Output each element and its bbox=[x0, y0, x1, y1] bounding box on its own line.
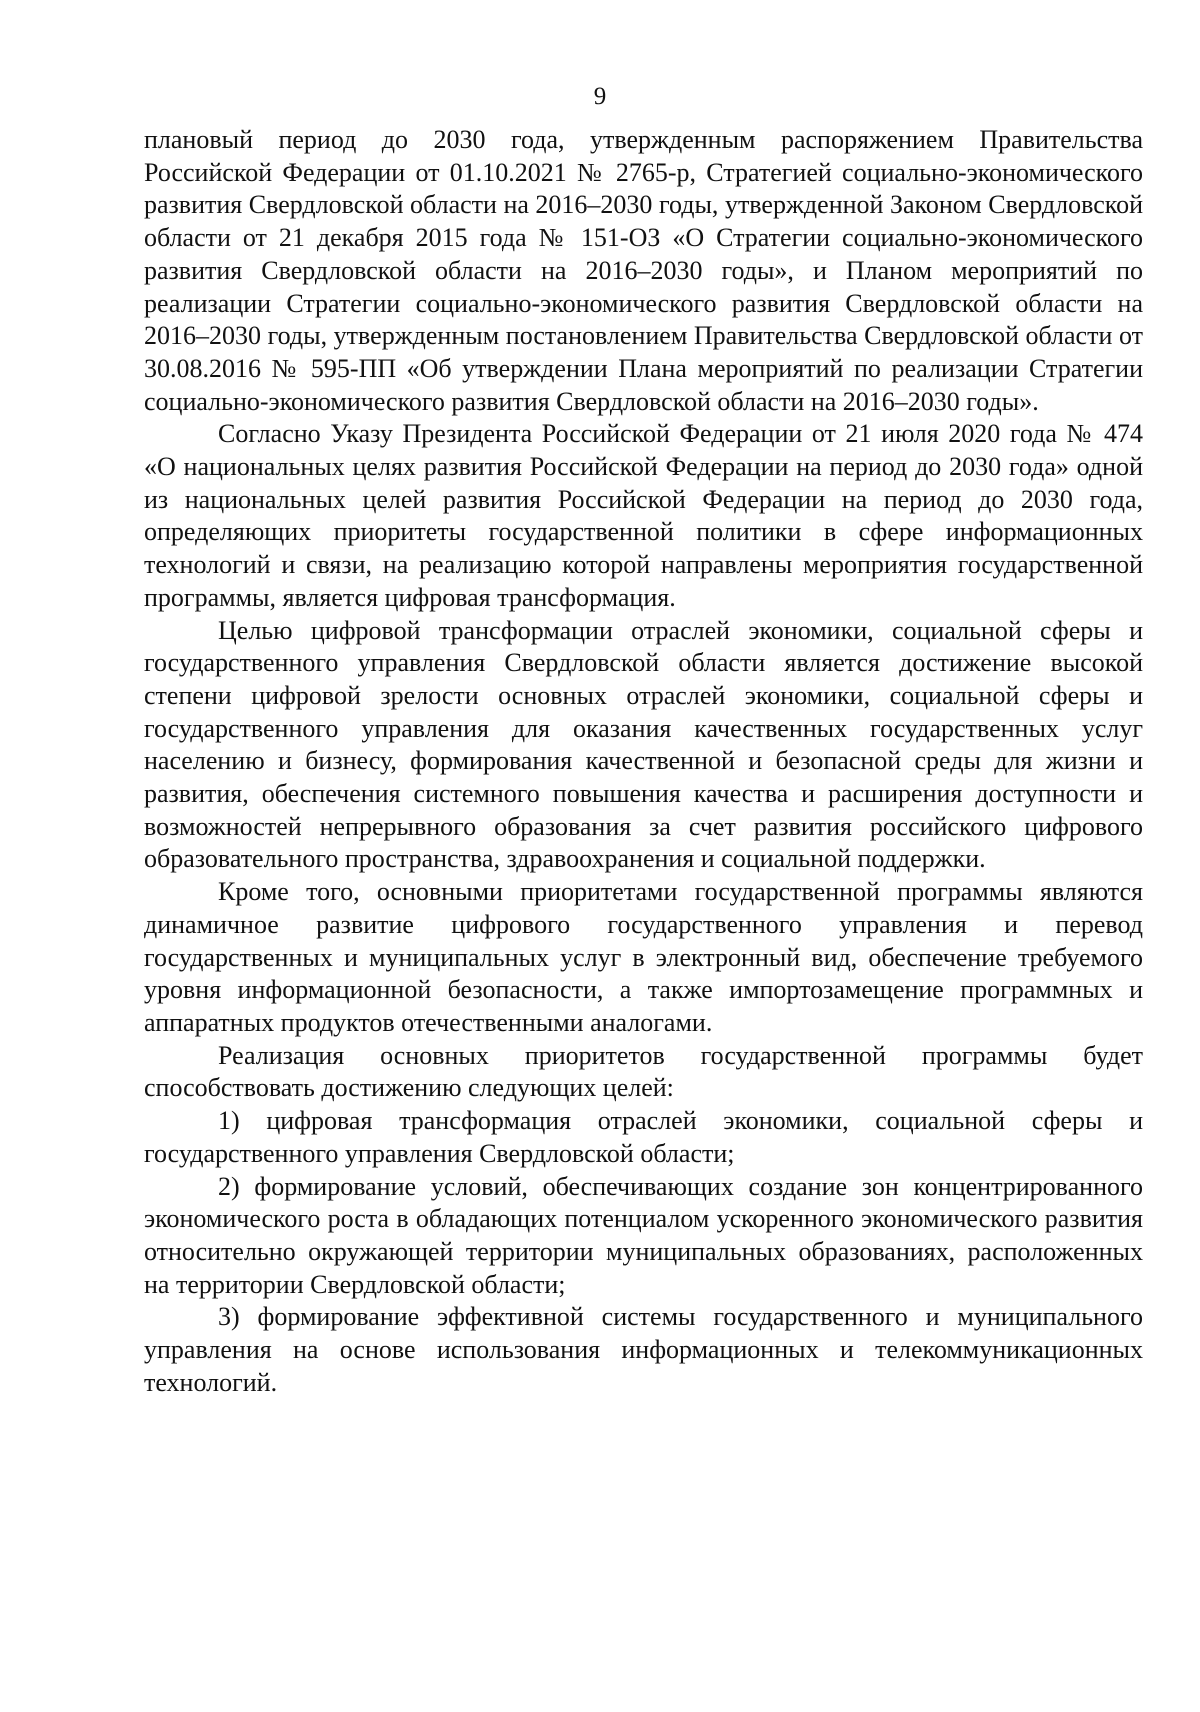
list-item-goal-1: 1) цифровая трансформация отраслей экономики, социальной сферы и государственного управления Свердловской области; bbox=[144, 1106, 1143, 1168]
document-body bbox=[144, 124, 1143, 1399]
list-item-goal-3: 3) формирование эффективной системы государственного и муниципального управления на основе использования информационных и телекоммуникационных технологий. bbox=[144, 1302, 1143, 1397]
paragraph-continuation: плановый период до 2030 года, утвержденным распоряжением Правительства Российской Федерации от 01.10.2021 № 2765-р, Стратегией социально-экономического развития Свердловской области на 2016–2030 годы, утвержденной Законом Свердловской области от 21 декабря 2015 года № 151-ОЗ «О Стратегии социально-экономического развития Свердловской области на 2016–2030 годы», и Планом мероприятий по реализации Стратегии социально-экономического развития Свердловской области на 2016–2030 годы, утвержденным постановлением Правительства Свердловской области от 30.08.2016 № 595-ПП «Об утверждении Плана мероприятий по реализации Стратегии социально-экономического развития Свердловской области на 2016–2030 годы». bbox=[144, 125, 1143, 416]
paragraph-program-priorities: Кроме того, основными приоритетами государственной программы являются динамичное развитие цифрового государственного управления и перевод государственных и муниципальных услуг в электронный вид, обеспечение требуемого уровня информационной безопасности, а также импортозамещение программных и аппаратных продуктов отечественными аналогами. bbox=[144, 877, 1143, 1037]
paragraph-goals-intro: Реализация основных приоритетов государственной программы будет способствовать достижению следующих целей: bbox=[144, 1040, 1143, 1103]
paragraph-presidential-decree: Согласно Указу Президента Российской Федерации от 21 июля 2020 года № 474 «О национальных целях развития Российской Федерации на период до 2030 года» одной из национальных целей развития Российской Федерации на период до 2030 года, определяющих приоритеты государственной политики в сфере информационных технологий и связи, на реализацию которой направлены мероприятия государственной программы, является цифровая трансформация. bbox=[144, 419, 1143, 612]
paragraph-digital-transformation-goal: Целью цифровой трансформации отраслей экономики, социальной сферы и государственного управления Свердловской области является достижение высокой степени цифровой зрелости основных отраслей экономики, социальной сферы и государственного управления для оказания качественных государственных услуг населению и бизнесу, формирования качественной и безопасной среды для жизни и развития, обеспечения системного повышения качества и расширения доступности и возможностей непрерывного образования за счет развития российского цифрового образовательного пространства, здравоохранения и социальной поддержки. bbox=[144, 615, 1143, 874]
list-item-goal-2: 2) формирование условий, обеспечивающих создание зон концентрированного экономического роста в обладающих потенциалом ускоренного экономического развития относительно окружающей территории муниципальных образованиях, расположенных на территории Свердловской области; bbox=[144, 1171, 1143, 1299]
page-number: 9 bbox=[593, 83, 607, 110]
